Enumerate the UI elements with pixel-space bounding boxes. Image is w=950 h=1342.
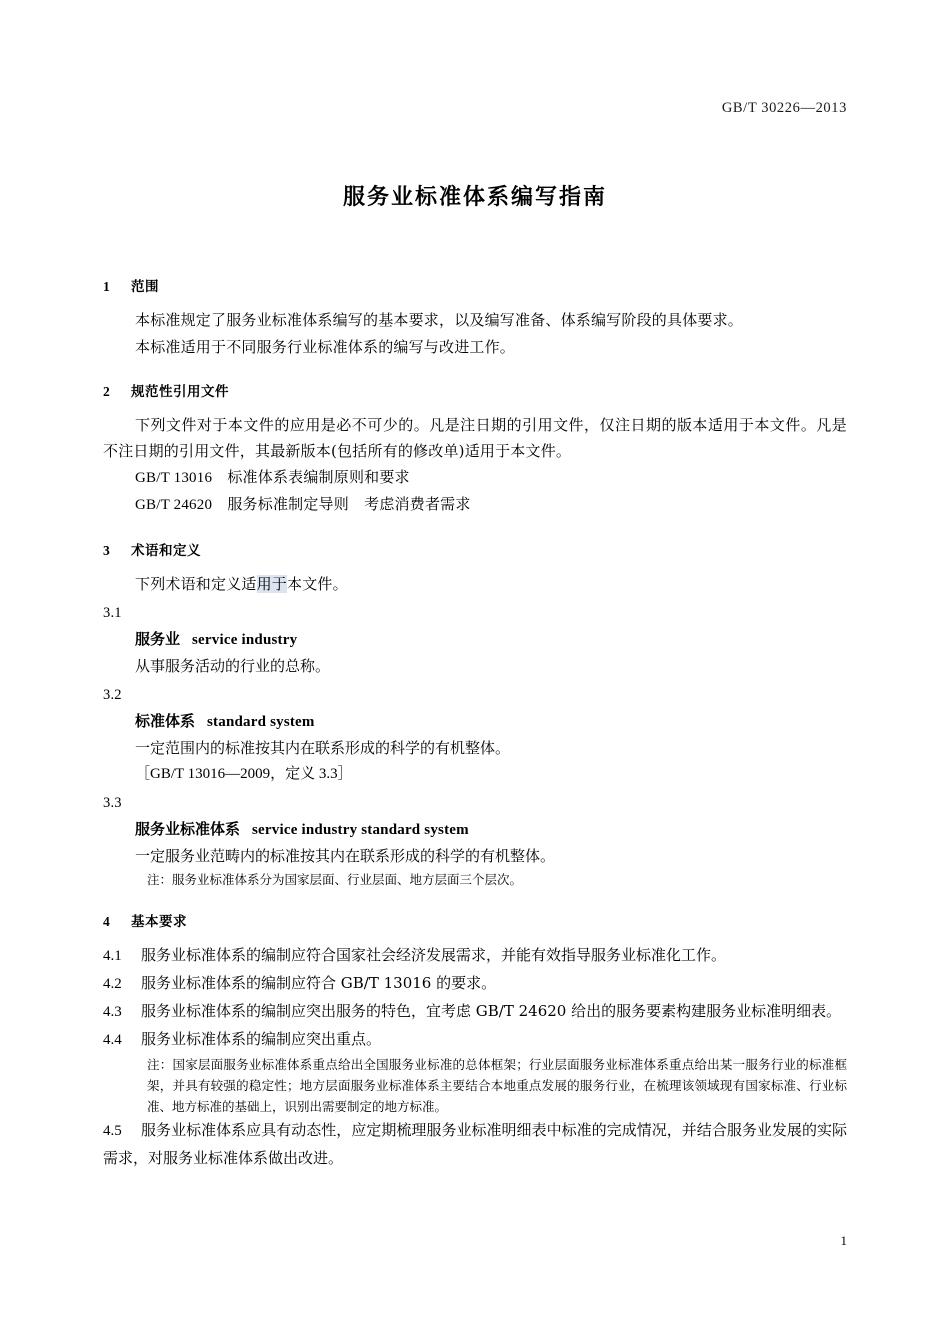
term-en-3-1: service industry: [192, 632, 298, 648]
normative-reference-1: GB/T 13016 标准体系表编制原则和要求: [135, 470, 410, 486]
term-number-3-2: 3.2: [103, 687, 122, 703]
clause-number-4-1: 4.1: [103, 948, 122, 964]
section-number-3: 3: [103, 543, 110, 558]
term-name-3-2: [103, 708, 847, 735]
section-title-3: 术语和定义: [131, 543, 201, 559]
term-name-3-1: [103, 626, 847, 653]
note-text: 国家层面服务业标准体系重点给出全国服务业标准的总体框架；行业层面服务业标准体系重点给出某一服务行业的标准框架，并具有较强的稳定性；地方层面服务业标准体系主要结合本地重点发展的服务行业，在梳理该领域现有国家标准、行业标准、地方标准的基础上，识别出需要制定的地方标准。: [147, 1057, 847, 1114]
section-heading-3: [103, 539, 847, 559]
term-definition-3-1: 从事服务活动的行业的总称。: [135, 657, 331, 675]
section-title-4: 基本要求: [131, 914, 187, 930]
page-title: 服务业标准体系编写指南: [342, 185, 607, 210]
clause-number-4-2: 4.2: [103, 976, 122, 992]
clause-4-5: [103, 1117, 847, 1172]
term-cn-3-1: 服务业: [135, 630, 181, 648]
clause-number-4-3: 4.3: [103, 1004, 122, 1020]
clause-4-4: [103, 1026, 847, 1054]
section-heading-2: [103, 380, 847, 400]
clause-note-4-4: [103, 1054, 847, 1117]
clause-4-1: [103, 942, 847, 970]
clause-4-2: [103, 970, 847, 998]
term-name-3-3: [103, 816, 847, 843]
page-content: [103, 0, 847, 1342]
term-cn-3-3: 服务业标准体系: [135, 820, 241, 838]
section-1-paragraph-1: 本标准规定了服务业标准体系编写的基本要求，以及编写准备、体系编写阶段的具体要求。: [135, 311, 744, 329]
term-definition-3-2: 一定范围内的标准按其内在联系形成的科学的有机整体。: [135, 739, 511, 757]
clause-text-4-5: 服务业标准体系应具有动态性，应定期梳理服务业标准明细表中标准的完成情况，并结合服务业发展的实际需求，对服务业标准体系做出改进。: [103, 1121, 847, 1167]
section-heading-1: [103, 275, 847, 295]
section-3-lead-text-b: 本文件。: [287, 575, 348, 593]
term-definition-3-3: 一定服务业范畴内的标准按其内在联系形成的科学的有机整体。: [135, 847, 556, 865]
clause-text-4-1: 服务业标准体系的编制应符合国家社会经济发展需求，并能有效指导服务业标准化工作。: [141, 946, 727, 964]
clause-text-4-3: 服务业标准体系的编制应突出服务的特色，宜考虑 GB/T 24620 给出的服务要素构建服务业标准明细表。: [141, 1002, 842, 1020]
section-title-2: 规范性引用文件: [131, 384, 229, 400]
section-2-paragraph-1: 下列文件对于本文件的应用是必不可少的。凡是注日期的引用文件，仅注日期的版本适用于本文件。凡是不注日期的引用文件，其最新版本(包括所有的修改单)适用于本文件。: [103, 416, 847, 460]
section-1-paragraph-2: 本标准适用于不同服务行业标准体系的编写与改进工作。: [135, 338, 516, 356]
section-number-4: 4: [103, 914, 110, 929]
clause-number-4-5: 4.5: [103, 1123, 122, 1139]
section-3-lead-text-a: 下列术语和定义适: [135, 575, 257, 593]
document-body: [103, 255, 847, 1172]
section-number-2: 2: [103, 384, 110, 399]
clause-4-3: [103, 998, 847, 1026]
clause-text-4-4: 服务业标准体系的编制应突出重点。: [141, 1030, 382, 1048]
term-number-3-3: 3.3: [103, 795, 122, 811]
highlighted-text: 用于: [256, 575, 288, 593]
section-heading-4: [103, 910, 847, 930]
term-note-3-3: 注：服务业标准体系分为国家层面、行业层面、地方层面三个层次。: [147, 872, 523, 887]
term-cn-3-2: 标准体系: [135, 712, 196, 730]
note-label: 注：: [147, 1057, 173, 1072]
clause-number-4-4: 4.4: [103, 1032, 122, 1048]
clause-text-4-2: 服务业标准体系的编制应符合 GB/T 13016 的要求。: [141, 974, 497, 992]
normative-reference-2: GB/T 24620 服务标准制定导则 考虑消费者需求: [135, 497, 471, 513]
term-number-3-1: 3.1: [103, 605, 122, 621]
section-3-lead-paragraph: [103, 571, 847, 597]
term-en-3-3: service industry standard system: [252, 822, 469, 838]
page-header-standard-number: GB/T 30226—2013: [721, 100, 847, 116]
section-title-1: 范围: [131, 279, 159, 295]
section-number-1: 1: [103, 279, 110, 294]
page-number: 1: [840, 1233, 847, 1248]
term-en-3-2: standard system: [207, 714, 315, 730]
term-source-3-2: ［GB/T 13016—2009，定义 3.3］: [135, 766, 353, 782]
